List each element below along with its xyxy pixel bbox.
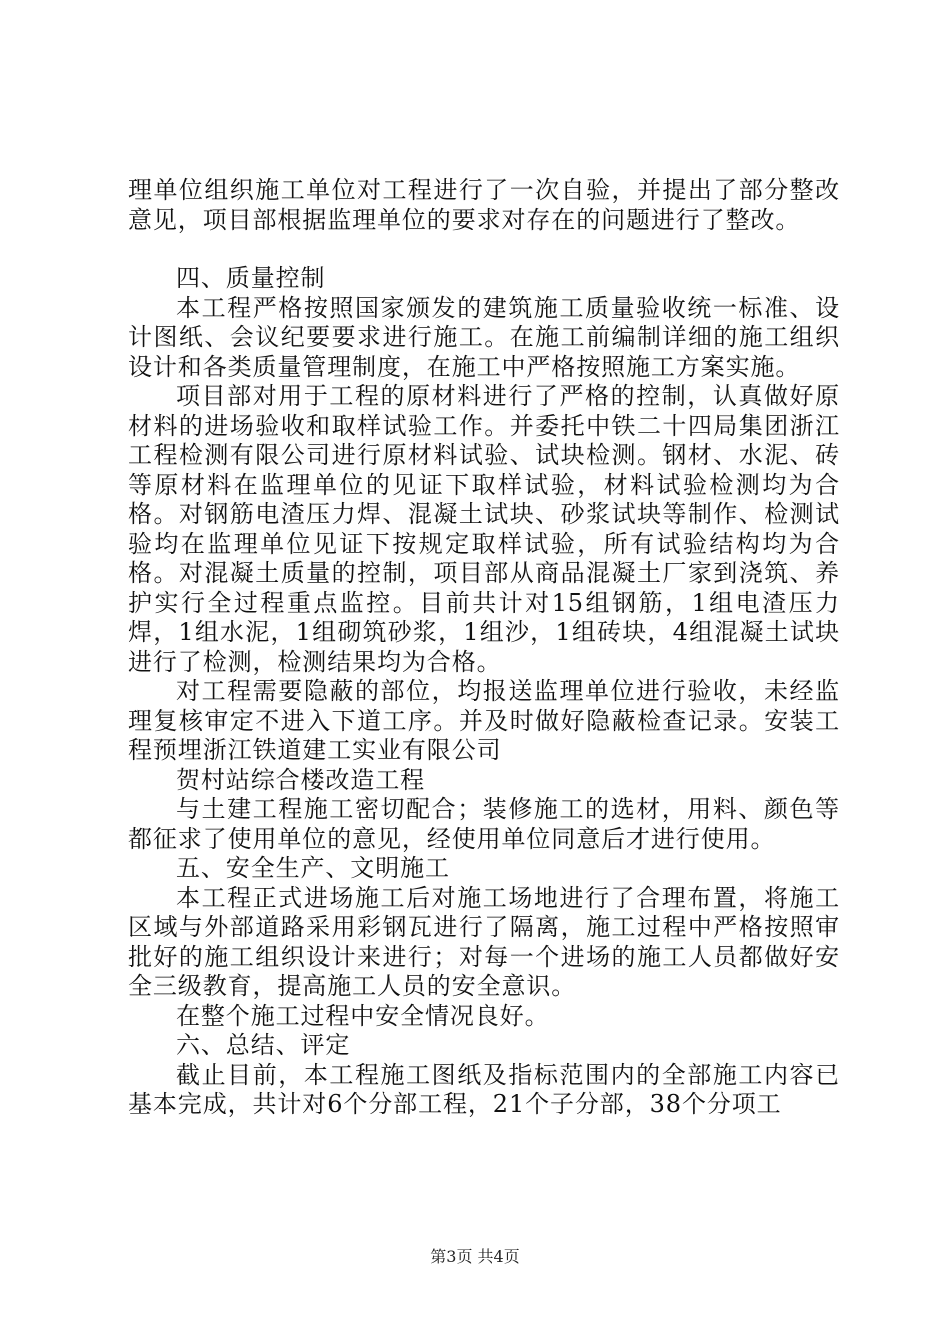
section-heading-summary: 六、总结、评定 — [176, 1031, 351, 1059]
document-body — [128, 176, 840, 1120]
paragraph-safety-status: 在整个施工过程中安全情况良好。 — [176, 1001, 550, 1030]
paragraph-summary: 截止目前，本工程施工图纸及指标范围内的全部施工内容已基本完成，共计对6个分部工程，21个子分部，38个分项工 — [128, 1060, 840, 1118]
paragraph-project-name: 贺村站综合楼改造工程 — [176, 765, 425, 794]
paragraph-concealed-works: 对工程需要隐蔽的部位，均报送监理单位进行验收，未经监理复核审定不进入下道工序。并及时做好隐蔽检查记录。安装工程预埋浙江铁道建工实业有限公司 — [128, 677, 840, 764]
paragraph-site-layout: 本工程正式进场施工后对施工场地进行了合理布置，将施工区域与外部道路采用彩钢瓦进行了隔离，施工过程中严格按照审批好的施工组织设计来进行；对每一个进场的施工人员都做好安全三级教育，提高施工人员的安全意识。 — [128, 883, 840, 1000]
paragraph-cooperation: 与土建工程施工密切配合；装修施工的选材，用料、颜色等都征求了使用单位的意见，经使用单位同意后才进行使用。 — [128, 795, 840, 853]
paragraph-continuation: 理单位组织施工单位对工程进行了一次自验，并提出了部分整改意见，项目部根据监理单位的要求对存在的问题进行了整改。 — [128, 176, 840, 234]
section-heading-safety: 五、安全生产、文明施工 — [176, 854, 450, 882]
paragraph-materials-control: 项目部对用于工程的原材料进行了严格的控制，认真做好原材料的进场验收和取样试验工作。并委托中铁二十四局集团浙江工程检测有限公司进行原材料试验、试块检测。钢材、水泥、砖等原材料在监理单位的见证下取样试验，材料试验检测均为合格。对钢筋电渣压力焊、混凝土试块、砂浆试块等制作、检测试验均在监理单位见证下按规定取样试验，所有试验结构均为合格。对混凝土质量的控制，项目部从商品混凝土厂家到浇筑、养护实行全过程重点监控。目前共计对15组钢筋，1组电渣压力焊，1组水泥，1组砌筑砂浆，1组沙，1组砖块，4组混凝土试块进行了检测，检测结果均为合格。 — [128, 382, 840, 676]
paragraph-quality-standards: 本工程严格按照国家颁发的建筑施工质量验收统一标准、设计图纸、会议纪要要求进行施工。在施工前编制详细的施工组织设计和各类质量管理制度，在施工中严格按照施工方案实施。 — [128, 293, 840, 381]
page-number-footer: 第3页 共4页 — [430, 1247, 520, 1266]
section-heading-quality-control: 四、质量控制 — [176, 264, 326, 292]
